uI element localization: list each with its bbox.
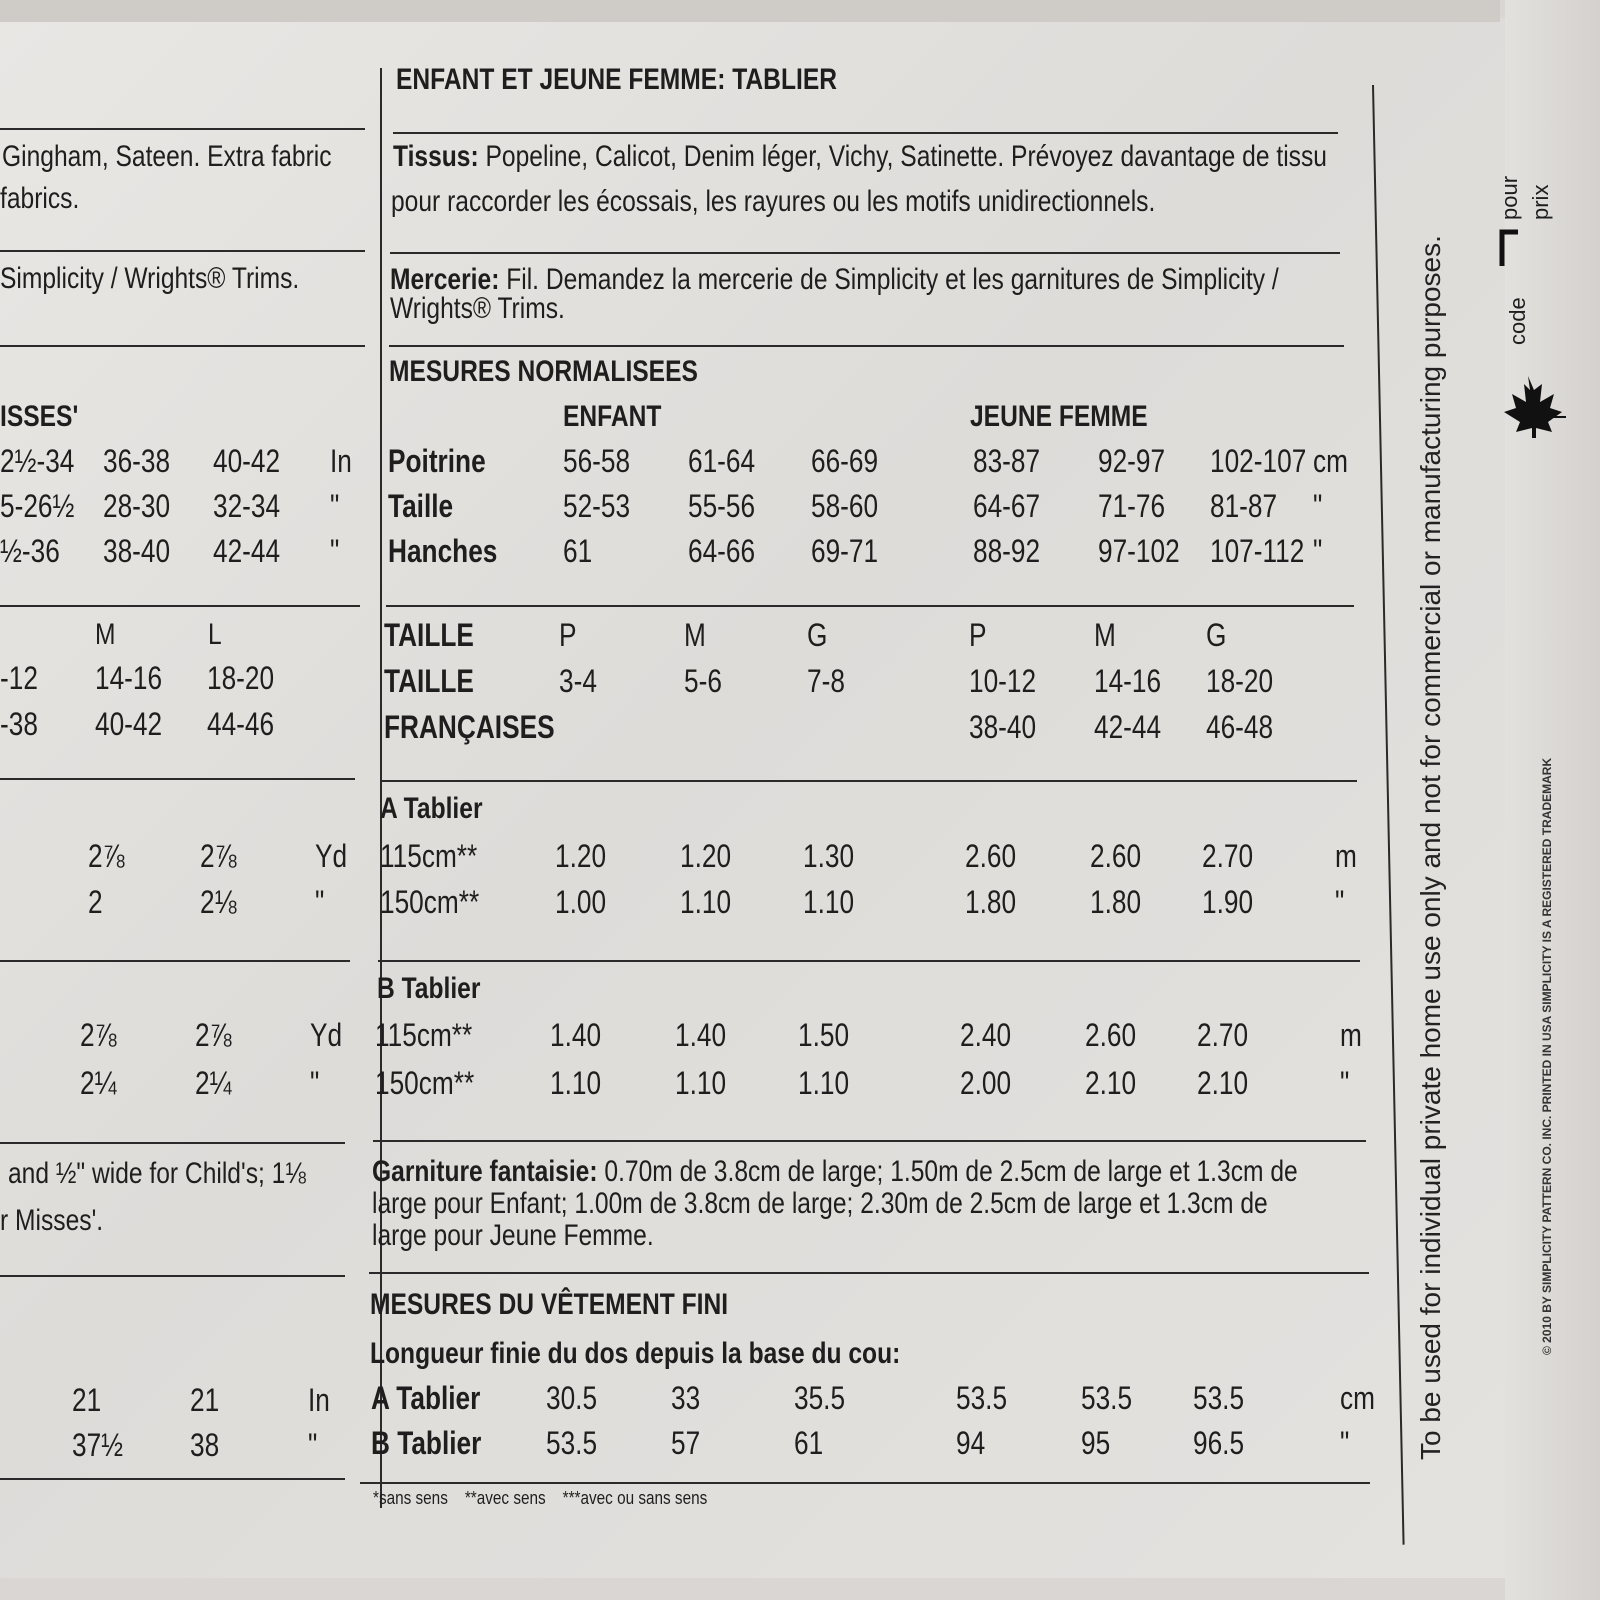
value-cell: 55-56 bbox=[688, 488, 756, 524]
left-trim-line: and ½" wide for Child's; 1⅛ bbox=[8, 1157, 306, 1190]
trim-line: large pour Jeune Femme. bbox=[372, 1219, 654, 1252]
footnote: *sans sens **avec sens ***avec ou sans sens bbox=[373, 1488, 708, 1508]
divider bbox=[0, 960, 350, 962]
notions-text: Fil. Demandez la mercerie de Simplicity et les garnitures de Simplicity / bbox=[499, 263, 1279, 296]
left-size-head: L bbox=[208, 618, 222, 651]
value-cell: 10-12 bbox=[969, 663, 1037, 699]
code-mark-icon bbox=[1498, 228, 1522, 268]
row-label: FRANÇAISES bbox=[384, 709, 555, 745]
unit-cell: cm bbox=[1340, 1380, 1375, 1416]
left-cell: 40-42 bbox=[95, 706, 163, 742]
value-cell: 2.70 bbox=[1202, 838, 1254, 874]
left-cell: 5-26½ bbox=[0, 488, 75, 524]
left-cell: 37½ bbox=[72, 1427, 124, 1463]
notions-label: Mercerie: bbox=[390, 263, 500, 296]
value-cell: 2.40 bbox=[960, 1017, 1012, 1053]
notions-line: Wrights® Trims. bbox=[390, 292, 565, 325]
left-size-head: M bbox=[95, 618, 116, 651]
left-cell: 14-16 bbox=[95, 660, 163, 696]
value-cell: G bbox=[1206, 617, 1227, 653]
trim-text: 0.70m de 3.8cm de large; 1.50m de 2.5cm de large et 1.3cm de bbox=[597, 1155, 1298, 1188]
divider bbox=[393, 132, 1338, 134]
value-cell: 83-87 bbox=[973, 443, 1041, 479]
value-cell: 1.80 bbox=[965, 884, 1017, 920]
pour-label: pour bbox=[1497, 175, 1522, 220]
divider bbox=[378, 960, 1360, 962]
value-cell: 69-71 bbox=[811, 533, 879, 569]
maple-leaf-icon bbox=[1498, 372, 1566, 464]
value-cell: 3-4 bbox=[559, 663, 597, 699]
value-cell: 1.20 bbox=[555, 838, 607, 874]
value-cell: 1.40 bbox=[675, 1017, 727, 1053]
divider bbox=[0, 1275, 345, 1277]
value-cell: 95 bbox=[1081, 1425, 1111, 1461]
finished-title: MESURES DU VÊTEMENT FINI bbox=[370, 1288, 729, 1321]
value-cell: G bbox=[807, 617, 828, 653]
value-cell: 33 bbox=[671, 1380, 701, 1416]
value-cell: 2.00 bbox=[960, 1065, 1012, 1101]
value-cell: 97-102 bbox=[1098, 533, 1180, 569]
left-cell: 2⅞ bbox=[200, 838, 237, 874]
left-misses-heading: ISSES' bbox=[0, 400, 79, 433]
left-cell: 2¼ bbox=[195, 1065, 232, 1101]
left-cell: 42-44 bbox=[213, 533, 281, 569]
left-cell: Yd bbox=[315, 838, 348, 874]
left-fabrics-line: fabrics. bbox=[0, 182, 80, 215]
divider bbox=[369, 1272, 1369, 1274]
fabrics-line: pour raccorder les écossais, les rayures ou les motifs unidirectionnels. bbox=[391, 185, 1156, 218]
left-cell: 2⅞ bbox=[88, 838, 125, 874]
unit-cell: " bbox=[1340, 1425, 1350, 1461]
fabrics-text: Popeline, Calicot, Denim léger, Vichy, Satinette. Prévoyez davantage de tissu bbox=[478, 140, 1327, 173]
b-tablier-title: B Tablier bbox=[377, 972, 481, 1005]
value-cell: 102-107 bbox=[1210, 443, 1307, 479]
trim-line bbox=[372, 1155, 1298, 1189]
row-label: 115cm** bbox=[380, 838, 478, 874]
unit-cell: m bbox=[1335, 838, 1357, 874]
left-cell: 21 bbox=[190, 1382, 220, 1418]
left-cell: 18-20 bbox=[207, 660, 275, 696]
value-cell: 1.10 bbox=[675, 1065, 727, 1101]
left-cell: 2 bbox=[88, 884, 103, 920]
value-cell: 96.5 bbox=[1193, 1425, 1245, 1461]
left-cell: In bbox=[330, 443, 352, 479]
divider bbox=[0, 128, 365, 130]
value-cell: 5-6 bbox=[684, 663, 722, 699]
unit-cell: " bbox=[1335, 884, 1345, 920]
value-cell: 1.10 bbox=[798, 1065, 850, 1101]
a-tablier-title: A Tablier bbox=[380, 792, 483, 825]
left-cell: 21 bbox=[72, 1382, 102, 1418]
value-cell: 35.5 bbox=[794, 1380, 846, 1416]
divider bbox=[389, 345, 1344, 347]
left-cell: " bbox=[330, 488, 340, 524]
row-label: 115cm** bbox=[375, 1017, 473, 1053]
value-cell: 1.10 bbox=[803, 884, 855, 920]
left-cell: 2⅞ bbox=[195, 1017, 232, 1053]
value-cell: 42-44 bbox=[1094, 709, 1162, 745]
left-cell: -12 bbox=[0, 660, 38, 696]
fabrics-line bbox=[393, 140, 1327, 174]
value-cell: 7-8 bbox=[807, 663, 845, 699]
value-cell: 58-60 bbox=[811, 488, 879, 524]
section-title: ENFANT ET JEUNE FEMME: TABLIER bbox=[396, 63, 837, 96]
row-label: 150cm** bbox=[375, 1065, 475, 1101]
left-cell: " bbox=[308, 1427, 318, 1463]
divider bbox=[0, 778, 355, 780]
left-cell: In bbox=[308, 1382, 330, 1418]
value-cell: P bbox=[559, 617, 577, 653]
value-cell: 1.10 bbox=[550, 1065, 602, 1101]
left-cell: 44-46 bbox=[207, 706, 275, 742]
left-cell: 36-38 bbox=[103, 443, 171, 479]
left-fabrics-line: Gingham, Sateen. Extra fabric bbox=[2, 140, 332, 173]
trim-label: Garniture fantaisie: bbox=[372, 1155, 598, 1188]
row-label: 150cm** bbox=[380, 884, 480, 920]
value-cell: 53.5 bbox=[956, 1380, 1008, 1416]
trim-line: large pour Enfant; 1.00m de 3.8cm de large; 2.30m de 2.5cm de large et 1.3cm de bbox=[372, 1187, 1268, 1220]
measures-title: MESURES NORMALISEES bbox=[389, 355, 698, 388]
divider bbox=[360, 1482, 1370, 1484]
left-cell: " bbox=[310, 1065, 320, 1101]
unit-cell: " bbox=[1313, 488, 1323, 524]
value-cell: 53.5 bbox=[1081, 1380, 1133, 1416]
enfant-heading: ENFANT bbox=[563, 400, 662, 433]
divider bbox=[390, 252, 1340, 254]
value-cell: 92-97 bbox=[1098, 443, 1166, 479]
left-cell: " bbox=[315, 884, 325, 920]
value-cell: 2.60 bbox=[1085, 1017, 1137, 1053]
divider bbox=[0, 250, 365, 252]
row-label: TAILLE bbox=[384, 663, 474, 699]
left-cell: 28-30 bbox=[103, 488, 171, 524]
value-cell: 61-64 bbox=[688, 443, 756, 479]
value-cell: 2.10 bbox=[1085, 1065, 1137, 1101]
divider bbox=[0, 1478, 345, 1480]
left-cell: 2¼ bbox=[80, 1065, 117, 1101]
envelope-flap bbox=[0, 0, 1500, 22]
left-cell: Yd bbox=[310, 1017, 343, 1053]
left-cell: ½-36 bbox=[0, 533, 60, 569]
value-cell: 1.30 bbox=[803, 838, 855, 874]
left-cell: 38 bbox=[190, 1427, 220, 1463]
value-cell: 53.5 bbox=[1193, 1380, 1245, 1416]
value-cell: 1.20 bbox=[680, 838, 732, 874]
value-cell: 1.80 bbox=[1090, 884, 1142, 920]
left-cell: 38-40 bbox=[103, 533, 171, 569]
left-cell: 2½-34 bbox=[0, 443, 75, 479]
value-cell: 1.40 bbox=[550, 1017, 602, 1053]
value-cell: 2.70 bbox=[1197, 1017, 1249, 1053]
code-label: code bbox=[1505, 297, 1530, 345]
left-cell: 40-42 bbox=[213, 443, 281, 479]
unit-cell: m bbox=[1340, 1017, 1362, 1053]
value-cell: 46-48 bbox=[1206, 709, 1274, 745]
value-cell: 64-67 bbox=[973, 488, 1041, 524]
left-notions: Simplicity / Wrights® Trims. bbox=[0, 262, 300, 295]
value-cell: 71-76 bbox=[1098, 488, 1166, 524]
left-cell: 2⅛ bbox=[200, 884, 237, 920]
copyright-notice: © 2010 BY SIMPLICITY PATTERN CO. INC. PRINTED IN USA SIMPLICITY IS A REGISTERED TRADEMARK bbox=[1540, 757, 1554, 1355]
value-cell: 94 bbox=[956, 1425, 986, 1461]
value-cell: 38-40 bbox=[969, 709, 1037, 745]
row-label: TAILLE bbox=[384, 617, 474, 653]
prix-label: prix bbox=[1528, 184, 1553, 220]
value-cell: 2.60 bbox=[965, 838, 1017, 874]
value-cell: 56-58 bbox=[563, 443, 631, 479]
divider bbox=[0, 605, 360, 607]
value-cell: 53.5 bbox=[546, 1425, 598, 1461]
value-cell: M bbox=[684, 617, 706, 653]
value-cell: 1.50 bbox=[798, 1017, 850, 1053]
value-cell: 66-69 bbox=[811, 443, 879, 479]
divider bbox=[373, 1140, 1366, 1142]
value-cell: P bbox=[969, 617, 987, 653]
divider bbox=[386, 605, 1354, 607]
value-cell: 64-66 bbox=[688, 533, 756, 569]
left-trim-line: r Misses'. bbox=[0, 1204, 104, 1237]
row-label: B Tablier bbox=[371, 1425, 482, 1461]
row-label: Poitrine bbox=[388, 443, 486, 479]
finished-subtitle: Longueur finie du dos depuis la base du cou: bbox=[370, 1337, 901, 1370]
value-cell: 61 bbox=[794, 1425, 824, 1461]
value-cell: 2.10 bbox=[1197, 1065, 1249, 1101]
value-cell: 81-87 bbox=[1210, 488, 1278, 524]
divider bbox=[0, 1142, 345, 1144]
value-cell: M bbox=[1094, 617, 1116, 653]
unit-cell: cm bbox=[1313, 443, 1348, 479]
value-cell: 18-20 bbox=[1206, 663, 1274, 699]
left-cell: 32-34 bbox=[213, 488, 281, 524]
row-label: A Tablier bbox=[371, 1380, 481, 1416]
value-cell: 52-53 bbox=[563, 488, 631, 524]
value-cell: 1.10 bbox=[680, 884, 732, 920]
value-cell: 88-92 bbox=[973, 533, 1041, 569]
jeune-femme-heading: JEUNE FEMME bbox=[970, 400, 1148, 433]
left-cell: " bbox=[330, 533, 340, 569]
unit-cell: " bbox=[1340, 1065, 1350, 1101]
fabrics-label: Tissus: bbox=[393, 140, 479, 173]
value-cell: 1.00 bbox=[555, 884, 607, 920]
value-cell: 61 bbox=[563, 533, 593, 569]
divider bbox=[0, 345, 365, 347]
value-cell: 57 bbox=[671, 1425, 701, 1461]
value-cell: 1.90 bbox=[1202, 884, 1254, 920]
value-cell: 2.60 bbox=[1090, 838, 1142, 874]
usage-notice: To be used for individual private home use only and not for commercial or manufacturing purposes. bbox=[1415, 235, 1446, 1460]
value-cell: 30.5 bbox=[546, 1380, 598, 1416]
divider bbox=[382, 780, 1357, 782]
left-cell: 2⅞ bbox=[80, 1017, 117, 1053]
left-cell: -38 bbox=[0, 706, 38, 742]
row-label: Hanches bbox=[388, 533, 498, 569]
row-label: Taille bbox=[388, 488, 454, 524]
value-cell: 107-112 bbox=[1210, 533, 1305, 569]
unit-cell: " bbox=[1313, 533, 1323, 569]
value-cell: 14-16 bbox=[1094, 663, 1162, 699]
